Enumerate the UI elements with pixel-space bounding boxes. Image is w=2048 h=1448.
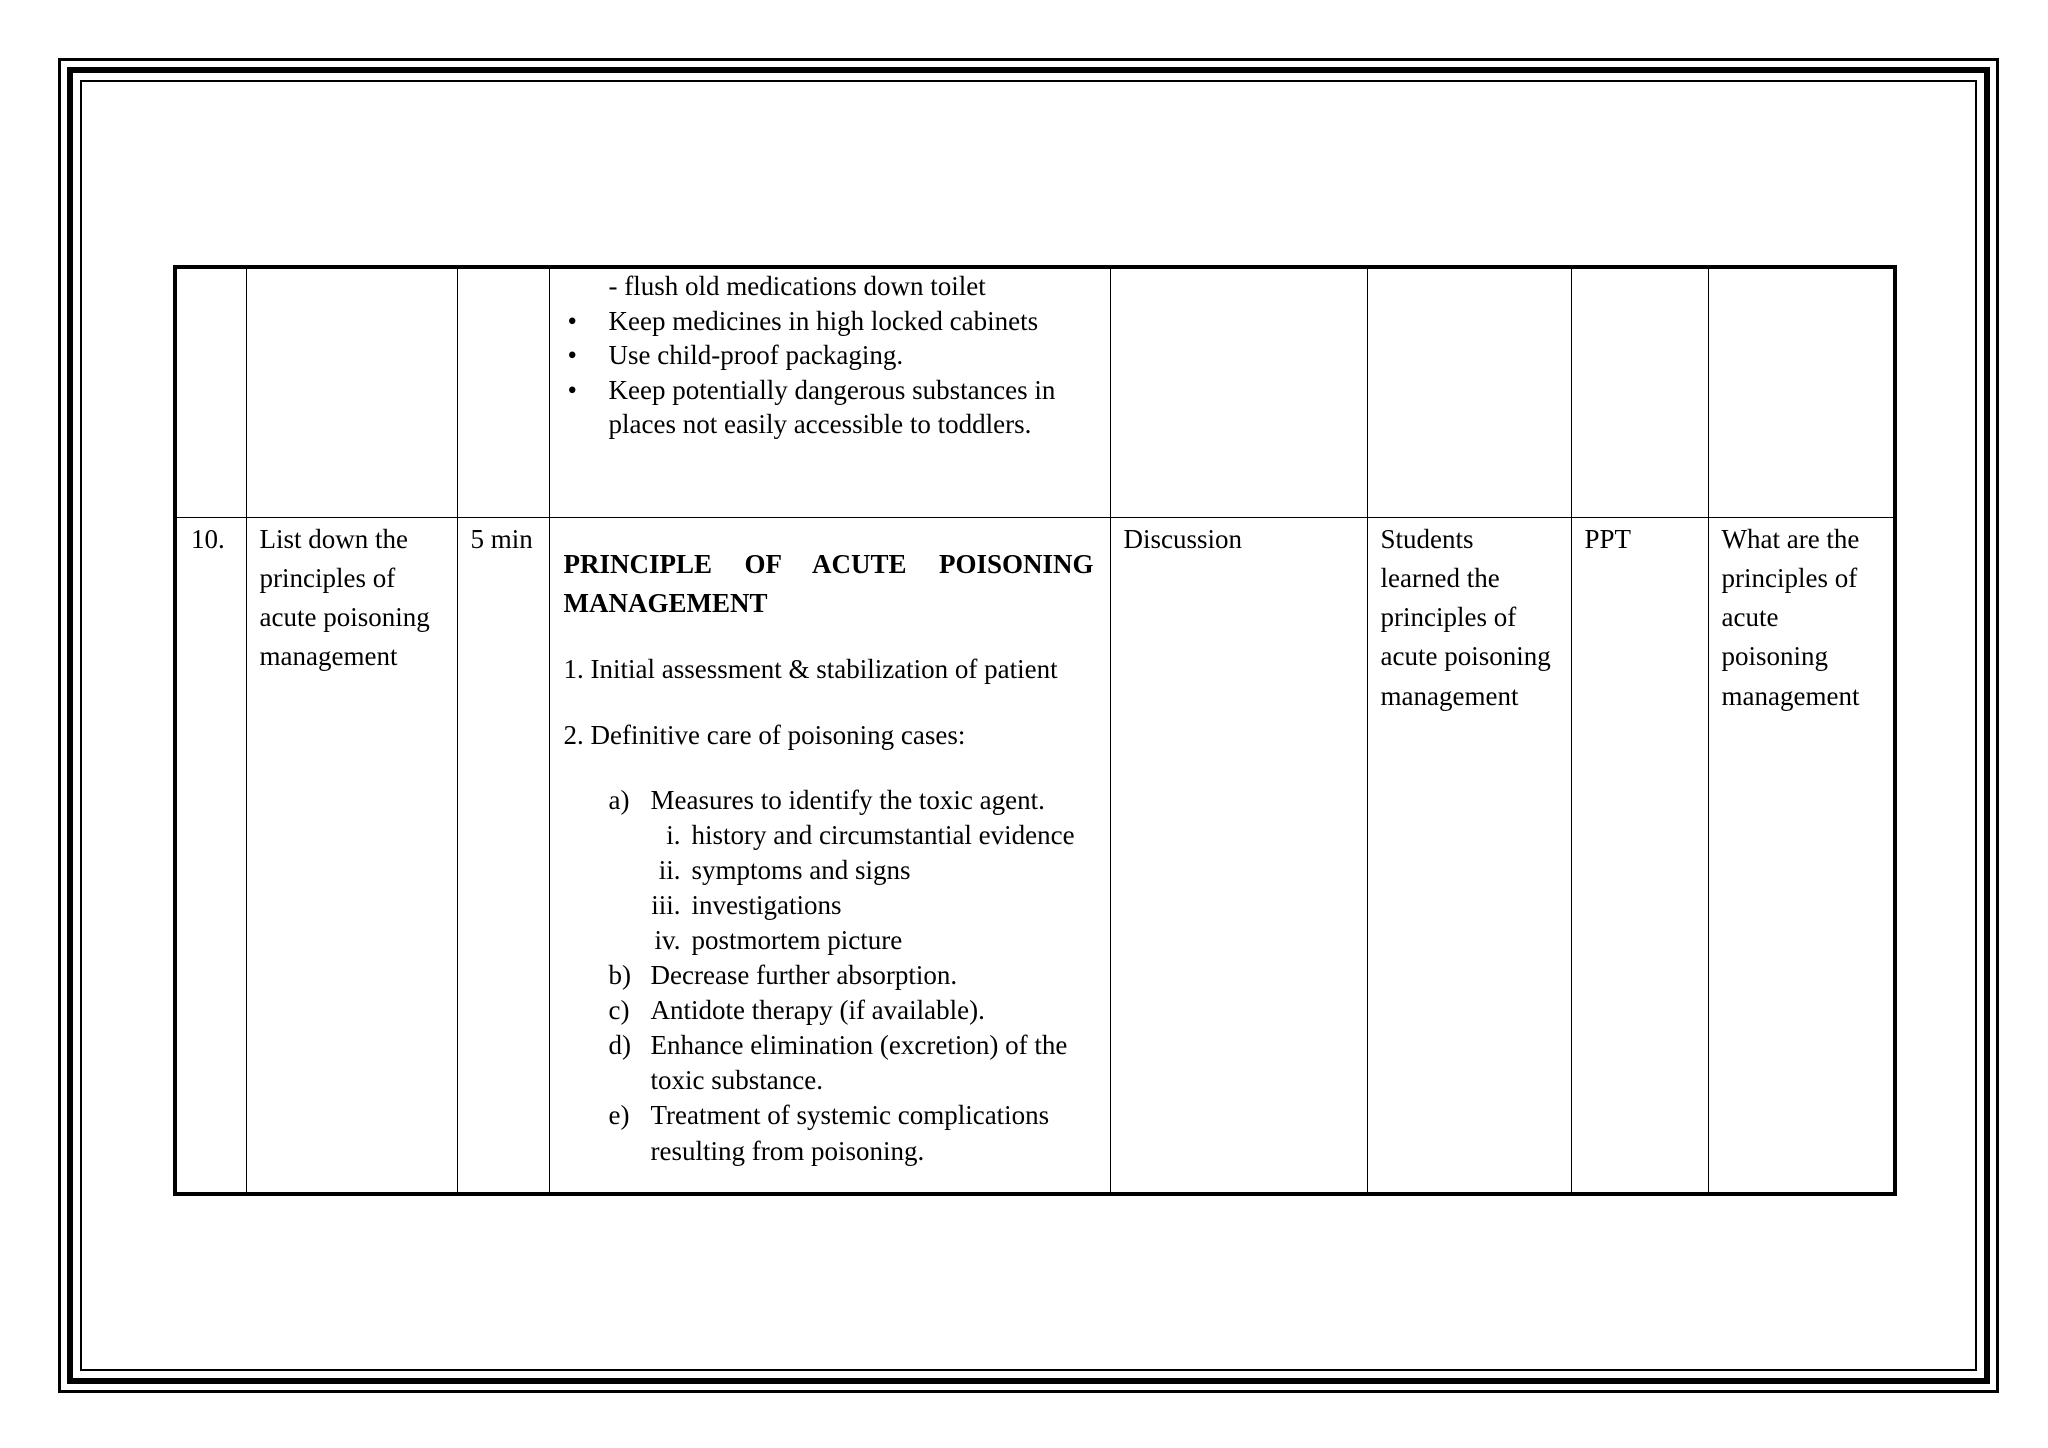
cell-evaluation	[1708, 267, 1895, 518]
cell-method	[1110, 267, 1367, 518]
aid-text: PPT	[1584, 524, 1632, 554]
cell-aid	[1571, 518, 1708, 1195]
list-item: a) Measures to identify the toxic agent.	[608, 784, 1045, 815]
cell-method	[1110, 518, 1367, 1195]
content-heading: PRINCIPLE OF ACUTE POISONING MANAGEMENT	[563, 549, 1094, 619]
list-item: c) Antidote therapy (if available).	[608, 995, 985, 1026]
row-number: 10.	[191, 524, 225, 554]
bullet-item: • Use child-proof packaging.	[564, 338, 1094, 373]
lesson-plan-table	[173, 265, 1897, 1196]
cell-objective	[246, 518, 457, 1195]
flush-line: - flush old medications down toilet	[608, 271, 986, 301]
point-2: 2. Definitive care of poisoning cases:	[563, 720, 966, 751]
evaluation-text: What are the principles of acute poisoning management	[1721, 524, 1860, 711]
outcome-text: Students learned the principles of acute poisoning management	[1380, 524, 1551, 711]
cell-content	[549, 518, 1110, 1195]
list-item: iii. investigations	[651, 889, 842, 920]
cell-content	[549, 267, 1110, 518]
cell-outcome	[1367, 267, 1571, 518]
bullet-item: • Keep potentially dangerous substances in places not easily accessible to toddlers.	[564, 373, 1094, 442]
point-1: 1. Initial assessment & stabilization of patient	[563, 654, 1058, 685]
list-item: b) Decrease further absorption.	[608, 960, 958, 991]
list-item: e) Treatment of systemic complications resulting from poisoning.	[608, 1100, 1050, 1166]
cell-aid	[1571, 267, 1708, 518]
cell-time	[457, 267, 549, 518]
cell-time	[457, 518, 549, 1195]
table-row-10	[175, 518, 1895, 1195]
list-item: ii. symptoms and signs	[658, 854, 911, 885]
cell-number	[175, 267, 246, 518]
time-text: 5 min	[470, 524, 533, 554]
cell-number	[175, 518, 246, 1195]
bullet-item: • Keep medicines in high locked cabinets	[564, 304, 1094, 339]
objective-text: List down the principles of acute poisoning management	[259, 524, 430, 672]
method-text: Discussion	[1123, 524, 1243, 554]
bullet-icon: •	[567, 305, 577, 336]
table-row-continued	[175, 267, 1895, 518]
list-item: d) Enhance elimination (excretion) of the toxic substance.	[608, 1030, 1068, 1096]
sub-list	[564, 783, 1094, 1169]
cell-evaluation	[1708, 518, 1895, 1195]
list-item: iv. postmortem picture	[654, 924, 903, 955]
bullet-icon: •	[567, 340, 577, 371]
cell-outcome	[1367, 518, 1571, 1195]
bullet-icon: •	[567, 374, 577, 405]
list-item: i. history and circumstantial evidence	[666, 819, 1075, 850]
cell-objective	[246, 267, 457, 518]
